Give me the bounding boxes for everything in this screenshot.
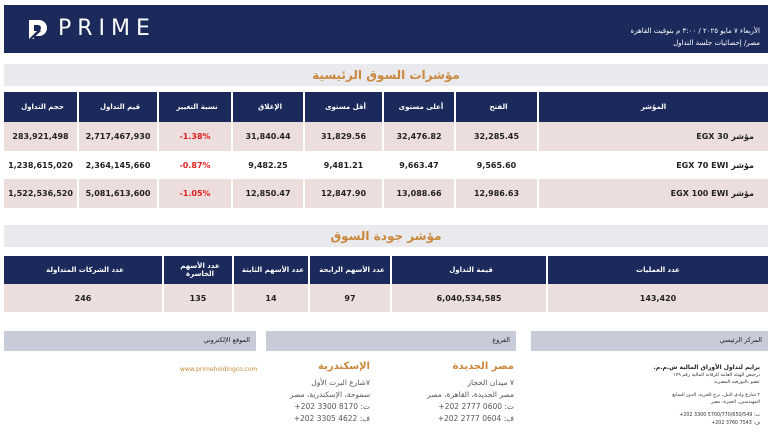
- cell-value: 2,717,467,930: [79, 122, 159, 151]
- table-row: [4, 179, 768, 208]
- index-code: EGX 70 EWI: [676, 160, 729, 170]
- cell-high: 9,663.47: [384, 151, 456, 179]
- hq-bar: [531, 331, 768, 351]
- cell-index: [539, 151, 768, 179]
- main-indices-band: [4, 64, 768, 86]
- branches-label: الفروع: [492, 336, 510, 344]
- hq-address-1: ٢ شارع وادي النيل، برج الحرية، الدور السابع: [672, 393, 760, 398]
- prime-logo-icon: [26, 18, 48, 40]
- cell-low: 9,481.21: [305, 151, 384, 179]
- cell-change: -1.38%: [159, 122, 233, 151]
- cell-index: [539, 179, 768, 208]
- session-date: الأربعاء ٧ مايو ٢٠٢٥ / ٣:٠٠ م بتوقيت القاهرة: [630, 27, 760, 35]
- cell-trading-value: 6,040,534,585: [392, 284, 548, 312]
- website-label: الموقع الإلكتروني: [203, 336, 250, 344]
- heliopolis-city: مصر الجديدة، القاهرة، مصر: [427, 390, 514, 399]
- cell-open: 12,986.63: [456, 179, 539, 208]
- quality-header-row: [4, 256, 768, 284]
- index-code: EGX 30: [696, 132, 729, 141]
- cell-volume: 1,522,536,520: [4, 179, 79, 208]
- cell-gainers: 97: [310, 284, 392, 312]
- cell-close: 31,840.44: [233, 122, 305, 151]
- main-indices-table: [4, 92, 768, 208]
- cell-low: 12,847.90: [305, 179, 384, 208]
- hq-fax: ف: 7543 3760 202+: [711, 421, 760, 426]
- alexandria-street: ٧شارع البرت الأول: [311, 378, 370, 387]
- cell-volume: 1,238,615,020: [4, 151, 79, 179]
- cell-change: -1.05%: [159, 179, 233, 208]
- index-label: مؤشر: [731, 132, 754, 141]
- cell-transactions: 143,420: [548, 284, 768, 312]
- cell-high: 13,088.66: [384, 179, 456, 208]
- hq-phone: ت: 5700/770/650/549 3300 202+: [679, 413, 760, 418]
- hq-company-name: برايم لتداول الأوراق المالية ش.م.م.: [653, 364, 760, 371]
- session-subtitle: مصر/ إحصائيات جلسة التداول: [673, 39, 760, 47]
- website-link[interactable]: www.primeholdingco.com: [180, 366, 258, 373]
- col-high: أعلى مستوى: [384, 92, 456, 122]
- col-low: أقل مستوى: [305, 92, 384, 122]
- hq-address-2: المهندسين، الجيزة، مصر: [711, 400, 760, 405]
- index-label: مؤشر: [731, 189, 754, 198]
- col-close: الإغلاق: [233, 92, 305, 122]
- quality-table: [4, 256, 768, 312]
- cell-close: 9,482.25: [233, 151, 305, 179]
- cell-high: 32,476.82: [384, 122, 456, 151]
- hq-label: المركز الرئيسي: [719, 336, 762, 344]
- brand-logo: [26, 16, 156, 42]
- index-code: EGX 100 EWI: [670, 189, 729, 198]
- heliopolis-fax: ف: 0604 2777 202+: [437, 414, 514, 423]
- table-row: [4, 284, 768, 312]
- cell-value: 2,364,145,660: [79, 151, 159, 179]
- col-trading-value: قيمة التداول: [392, 256, 548, 284]
- col-unchanged: عدد الأسهم الثابتة: [234, 256, 310, 284]
- cell-value: 5,081,613,600: [79, 179, 159, 208]
- heliopolis-phone: ت: 0600 2777 202+: [438, 402, 514, 411]
- alexandria-phone: ت: 8170 3300 202+: [294, 402, 370, 411]
- cell-index: [539, 122, 768, 151]
- cell-losers: 135: [164, 284, 234, 312]
- col-open: الفتح: [456, 92, 539, 122]
- heliopolis-street: ٧ ميدان الحجاز: [467, 378, 514, 387]
- brand-name: PRIME: [58, 16, 156, 41]
- col-traded-companies: عدد الشركات المتداولة: [4, 256, 164, 284]
- cell-volume: 283,921,498: [4, 122, 79, 151]
- hq-membership: عضو بالبورصة المصرية: [714, 380, 760, 385]
- quality-title: مؤشر جودة السوق: [330, 229, 442, 243]
- col-transactions: عدد العمليات: [548, 256, 768, 284]
- cell-open: 9,565.60: [456, 151, 539, 179]
- main-indices-title: مؤشرات السوق الرئيسية: [312, 68, 460, 82]
- hq-license: ترخيص الهيئة العامة للرقابة المالية رقم ١٧٩: [672, 373, 760, 378]
- col-volume: حجم التداول: [4, 92, 79, 122]
- quality-band: [4, 225, 768, 247]
- col-index: المؤشر: [539, 92, 768, 122]
- col-gainers: عدد الأسهم الرابحة: [310, 256, 392, 284]
- branches-bar: [266, 331, 516, 351]
- alexandria-city: سموحة، الإسكندرية، مصر: [289, 390, 370, 399]
- cell-change: -0.87%: [159, 151, 233, 179]
- cell-traded-companies: 246: [4, 284, 164, 312]
- table-row: [4, 122, 768, 151]
- cell-close: 12,850.47: [233, 179, 305, 208]
- main-indices-header-row: [4, 92, 768, 122]
- index-label: مؤشر: [731, 160, 754, 170]
- cell-open: 32,285.45: [456, 122, 539, 151]
- heliopolis-title: مصر الجديدة: [452, 361, 514, 372]
- cell-unchanged: 14: [234, 284, 310, 312]
- col-change: نسبة التغيير: [159, 92, 233, 122]
- col-value: قيم التداول: [79, 92, 159, 122]
- table-row: [4, 151, 768, 179]
- alexandria-title: الإسكندرية: [318, 361, 370, 372]
- website-bar: [4, 331, 256, 351]
- alexandria-fax: ف: 4622 3305 202+: [293, 414, 370, 423]
- col-losers: عدد الأسهم الخاسرة: [164, 256, 234, 284]
- cell-low: 31,829.56: [305, 122, 384, 151]
- report-header: [4, 5, 768, 53]
